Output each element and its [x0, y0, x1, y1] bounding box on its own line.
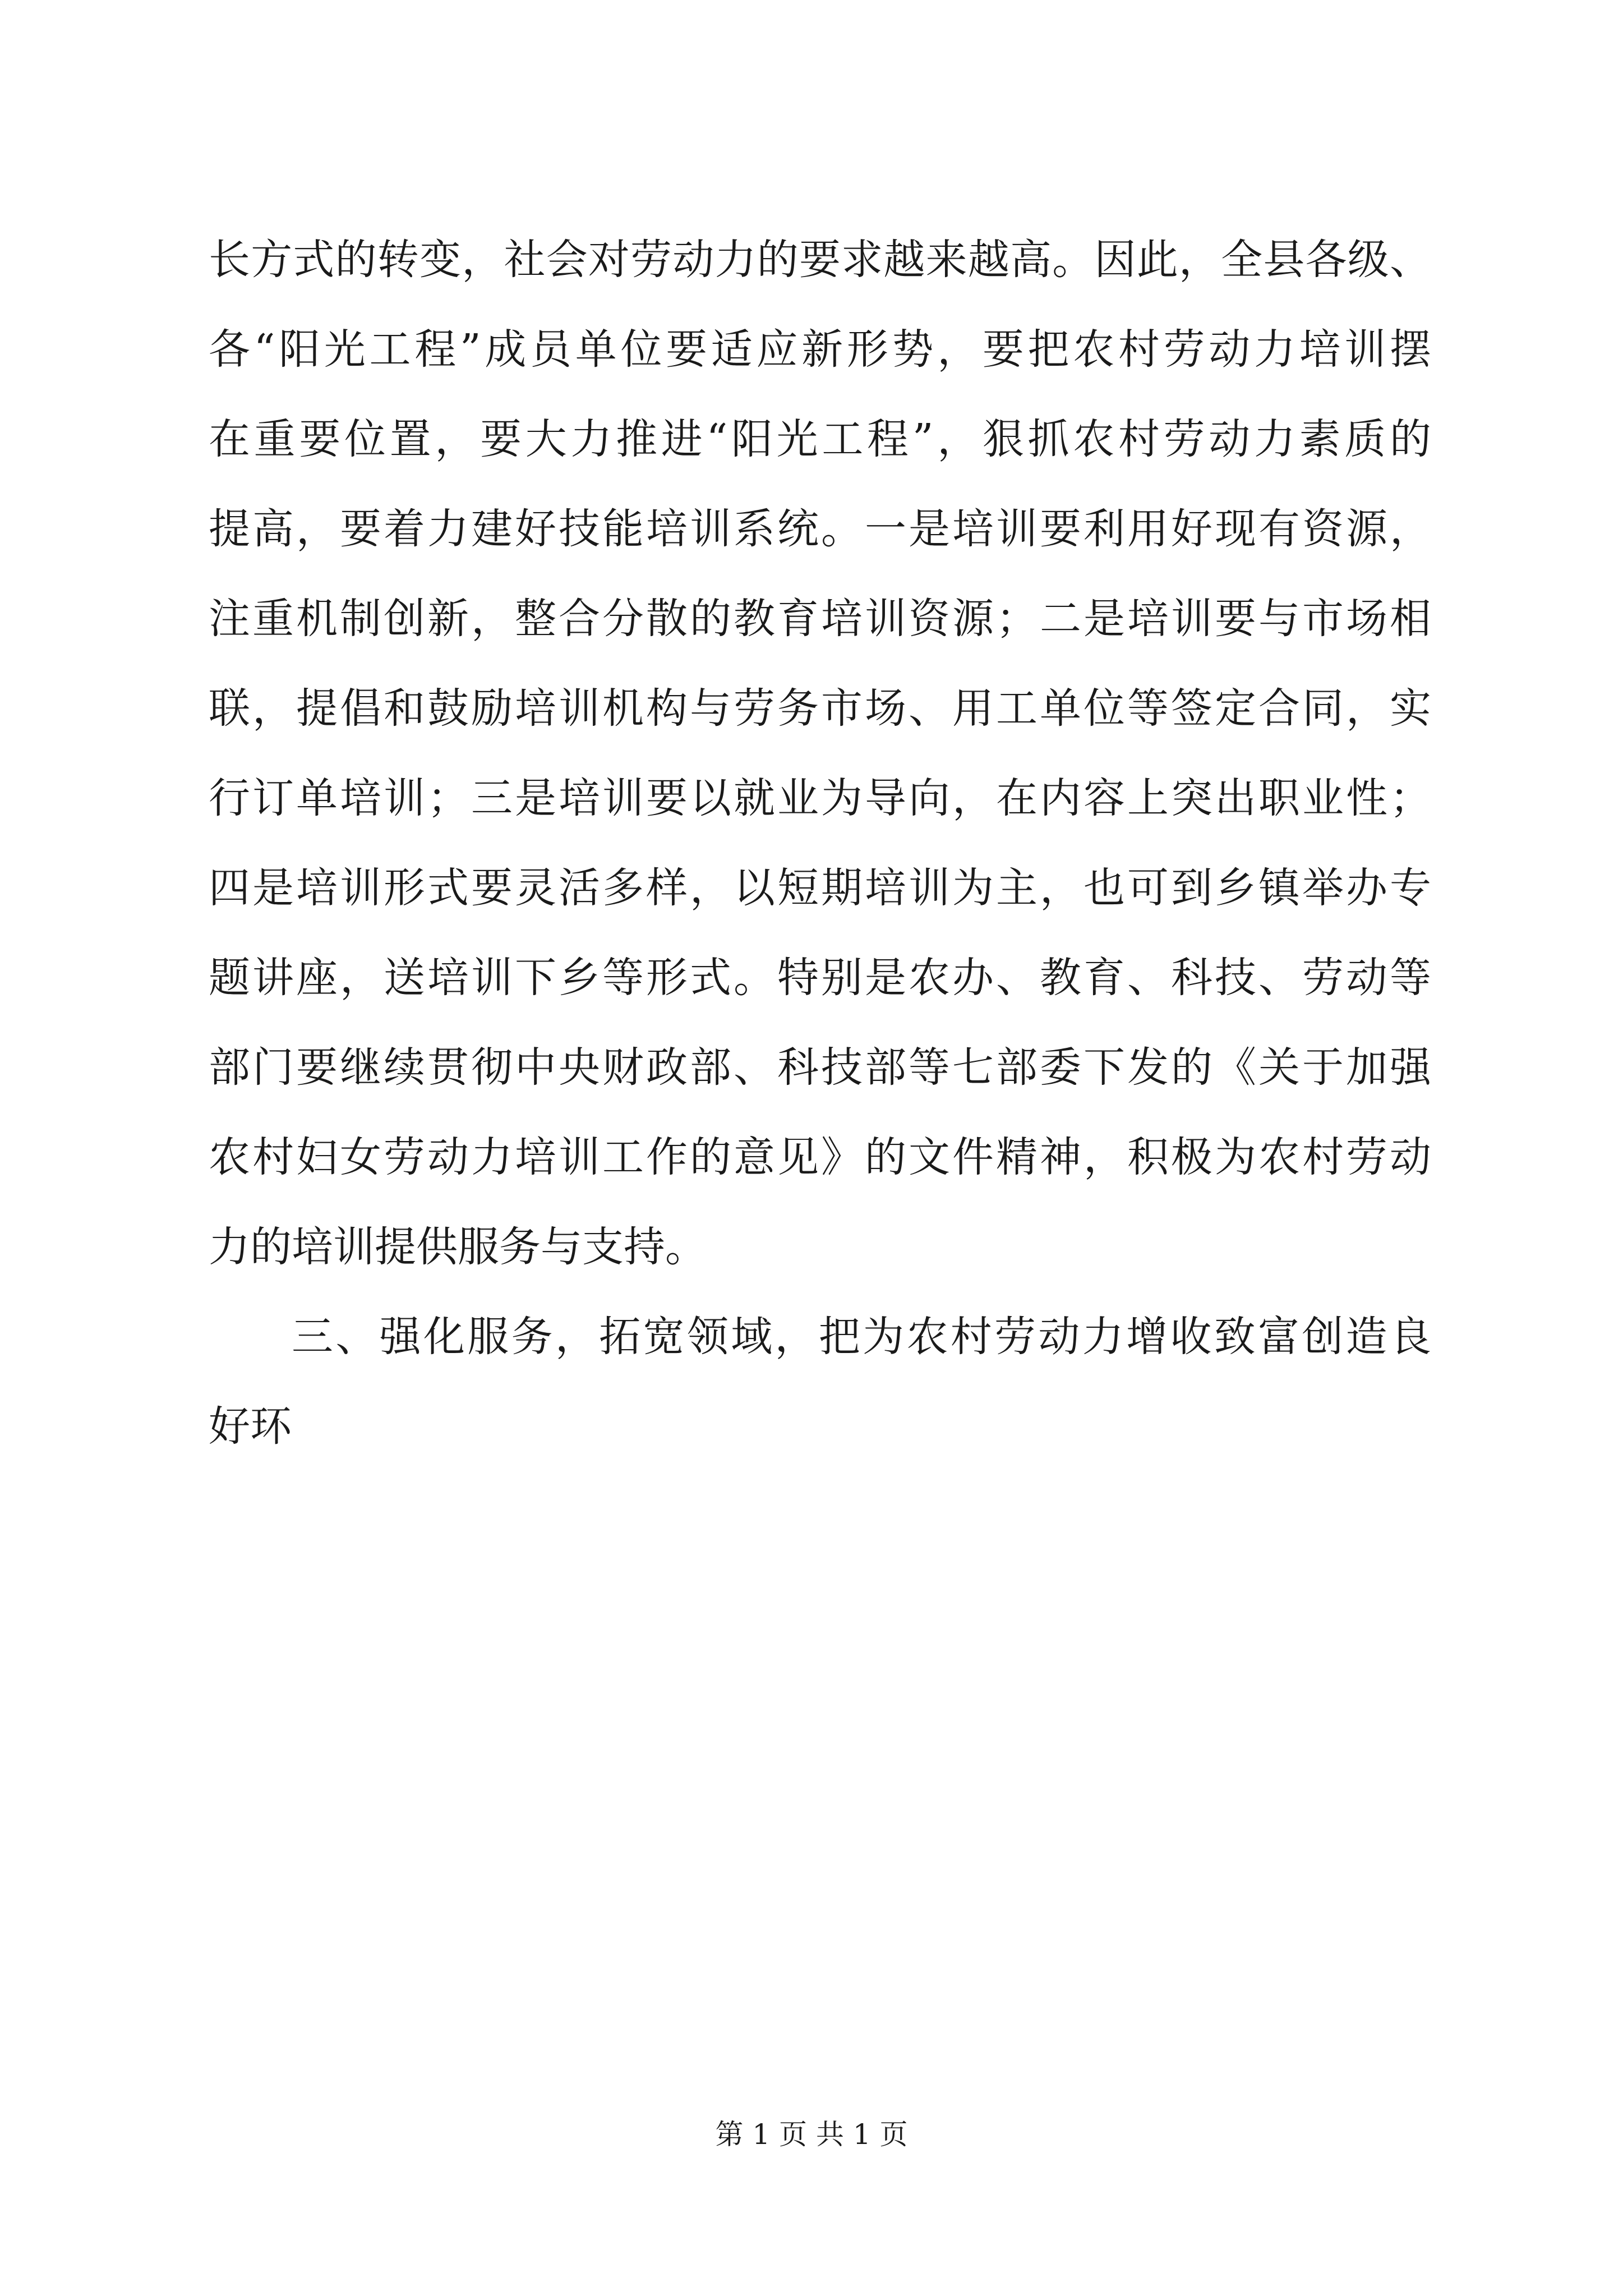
- text-line: 各“阳光工程”成员单位要适应新形势，要把农村劳动力培训摆: [209, 325, 1431, 374]
- text-line: 联，提倡和鼓励培训机构与劳务市场、用工单位等签定合同，实: [209, 684, 1431, 733]
- text-line: 在重要位置，要大力推进“阳光工程”，狠抓农村劳动力素质的: [209, 415, 1431, 463]
- text-line: 提高，要着力建好技能培训系统。一是培训要利用好现有资源，: [209, 505, 1431, 553]
- text-line: 长方式的转变，社会对劳动力的要求越来越高。因此，全县各级、: [209, 236, 1431, 284]
- text-line: 农村妇女劳动力培训工作的意见》的文件精神，积极为农村劳动: [209, 1133, 1431, 1181]
- text-line: 行订单培训；三是培训要以就业为导向，在内容上突出职业性；: [209, 774, 1431, 822]
- text-line: 好环: [209, 1402, 292, 1451]
- text-line: 力的培训提供服务与支持。: [209, 1223, 707, 1271]
- text-line: 四是培训形式要灵活多样，以短期培训为主，也可到乡镇举办专: [209, 864, 1431, 912]
- text-line: 注重机制创新，整合分散的教育培训资源；二是培训要与市场相: [209, 595, 1431, 643]
- text-line: 题讲座，送培训下乡等形式。特别是农办、教育、科技、劳动等: [209, 954, 1431, 1002]
- page-footer: 第 1 页 共 1 页: [715, 2118, 908, 2151]
- body-text: [209, 215, 1431, 1471]
- text-line: 部门要继续贯彻中央财政部、科技部等七部委下发的《关于加强: [209, 1043, 1431, 1092]
- section-heading-line: 三、强化服务，拓宽领域，把为农村劳动力增收致富创造良: [292, 1313, 1431, 1361]
